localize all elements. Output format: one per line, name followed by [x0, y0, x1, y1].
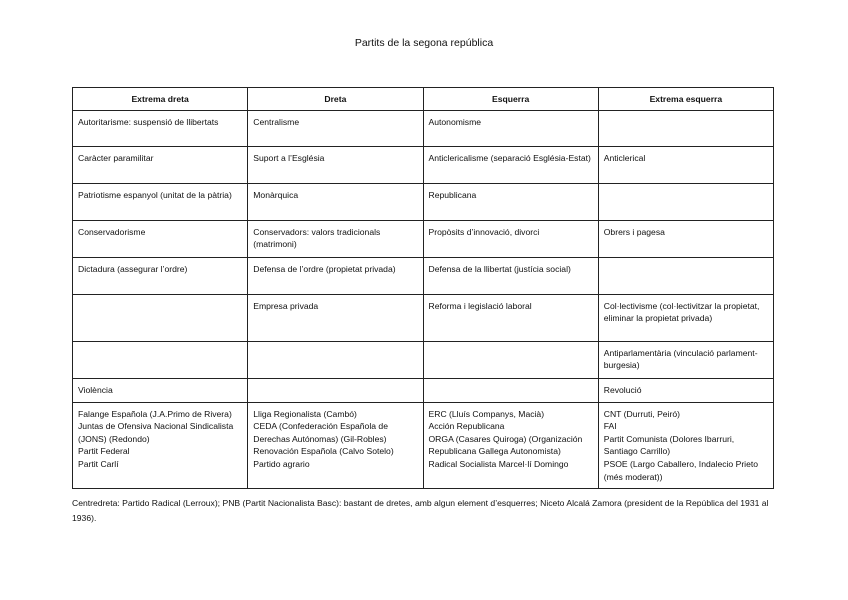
table-cell: Defensa de la llibertat (justícia social)	[423, 257, 598, 294]
table-cell	[73, 294, 248, 341]
table-cell: Autoritarisme: suspensió de llibertats	[73, 110, 248, 146]
table-row	[73, 183, 774, 220]
table-cell: Monàrquica	[248, 183, 423, 220]
table-cell: Falange Española (J.A.Primo de Rivera) Juntas de Ofensiva Nacional Sindicalista (JONS) (Redondo) Partit Federal Partit Carlí	[73, 402, 248, 489]
parties-table	[72, 87, 774, 489]
table-cell: Revolució	[598, 378, 773, 402]
table-cell: CNT (Durruti, Peiró) FAI Partit Comunista (Dolores Ibarruri, Santiago Carrillo) PSOE (Largo Caballero, Indalecio Prieto (més moderat))	[598, 402, 773, 489]
table-cell	[248, 341, 423, 378]
table-cell	[598, 183, 773, 220]
table-row	[73, 257, 774, 294]
table-cell: Centralisme	[248, 110, 423, 146]
table-cell: Obrers i pagesa	[598, 220, 773, 257]
page-title: Partits de la segona república	[354, 37, 494, 49]
table-row	[73, 378, 774, 402]
table-cell: Anticlerical	[598, 146, 773, 183]
table-cell: Autonomisme	[423, 110, 598, 146]
table-cell	[423, 378, 598, 402]
table-cell: Reforma i legislació laboral	[423, 294, 598, 341]
table-cell: Suport a l’Església	[248, 146, 423, 183]
table-cell	[598, 110, 773, 146]
table-cell: Dictadura (assegurar l’ordre)	[73, 257, 248, 294]
table-cell	[248, 378, 423, 402]
table-cell: Patriotisme espanyol (unitat de la pàtria)	[73, 183, 248, 220]
table-cell: Anticlericalisme (separació Església-Estat)	[423, 146, 598, 183]
table-cell: Republicana	[423, 183, 598, 220]
table-row	[73, 341, 774, 378]
table-row	[73, 402, 774, 489]
table-cell: Conservadorisme	[73, 220, 248, 257]
table-cell: Lliga Regionalista (Cambó) CEDA (Confederación Española de Derechas Autónomas) (Gil-Robles) Renovación Española (Calvo Sotelo) Partido agrario	[248, 402, 423, 489]
table-cell: Caràcter paramilitar	[73, 146, 248, 183]
table-cell: Propòsits d’innovació, divorci	[423, 220, 598, 257]
table-cell	[73, 341, 248, 378]
header-extrema-esquerra: Extrema esquerra	[598, 88, 773, 111]
table-row	[73, 294, 774, 341]
table-cell: Defensa de l’ordre (propietat privada)	[248, 257, 423, 294]
table-cell: Col·lectivisme (col·lectivitzar la propietat, eliminar la propietat privada)	[598, 294, 773, 341]
table-row	[73, 146, 774, 183]
table-row	[73, 110, 774, 146]
header-extrema-dreta: Extrema dreta	[73, 88, 248, 111]
table-cell	[598, 257, 773, 294]
header-esquerra: Esquerra	[423, 88, 598, 111]
table-cell: ERC (Lluís Companys, Macià) Acción Republicana ORGA (Casares Quiroga) (Organización Republicana Gallega Autonomista) Radical Socialista Marcel·lí Domingo	[423, 402, 598, 489]
table-header-row	[73, 88, 774, 111]
header-dreta: Dreta	[248, 88, 423, 111]
table-cell: Violència	[73, 378, 248, 402]
table-cell	[423, 341, 598, 378]
table-cell: Conservadors: valors tradicionals (matrimoni)	[248, 220, 423, 257]
table-cell: Antiparlamentària (vinculació parlament-burgesia)	[598, 341, 773, 378]
table-row	[73, 220, 774, 257]
table-cell: Empresa privada	[248, 294, 423, 341]
footnote: Centredreta: Partido Radical (Lerroux); PNB (Partit Nacionalista Basc): bastant de dretes, amb algun element d’esquerres; Niceto Alcalá Zamora (president de la República del 1931 al 1936).	[72, 498, 769, 523]
